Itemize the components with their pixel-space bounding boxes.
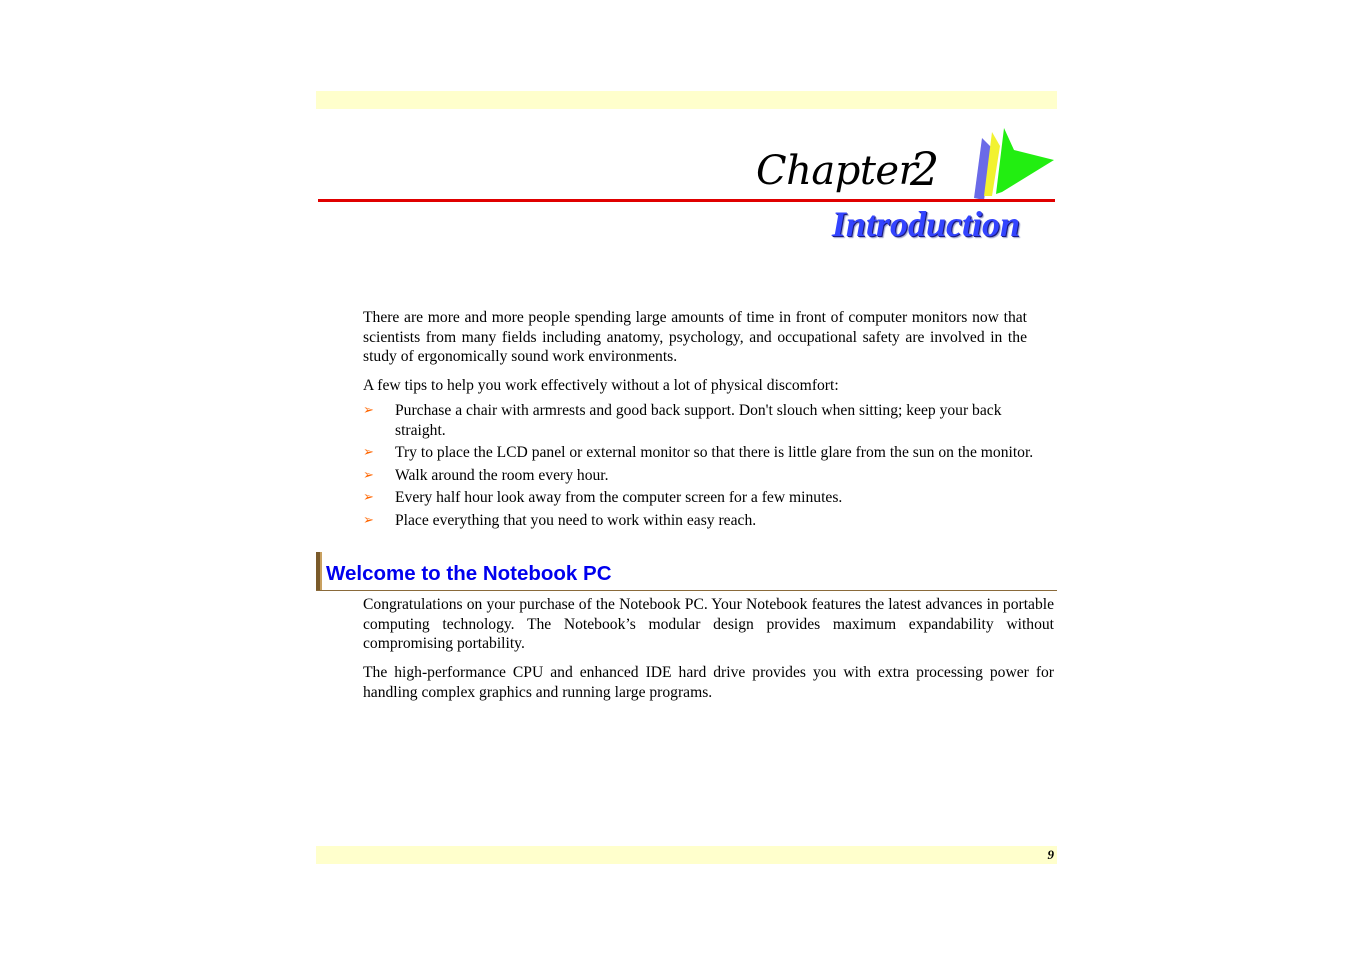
logo-green-sail: [996, 128, 1054, 194]
tip-text: Try to place the LCD panel or external monitor so that there is little glare from the sun on the monitor.: [395, 444, 1034, 461]
chapter-word: Chapter: [756, 148, 918, 194]
tip-text: Place everything that you need to work within easy reach.: [395, 511, 757, 529]
section-marker-bar: [316, 552, 322, 590]
welcome-paragraph: Congratulations on your purchase of the Notebook PC. Your Notebook features the latest advances in portable computing technology. The Notebook’s modular design provides maximum expandability without compromising portability.: [363, 596, 1054, 652]
tip-text: Walk around the room every hour.: [395, 466, 609, 484]
list-item: [363, 443, 1053, 463]
list-item: [363, 401, 1053, 440]
chapter-number: 2: [910, 142, 940, 196]
chapter-title: Introduction: [831, 204, 1020, 244]
chapter-logo-icon: [970, 124, 1056, 202]
performance-paragraph: The high-performance CPU and enhanced IDE hard drive provides you with extra processing power for handling complex graphics and running large programs.: [363, 664, 1054, 701]
section-heading: [316, 552, 1057, 591]
intro-paragraph: There are more and more people spending large amounts of time in front of computer monitors now that scientists from many fields including anatomy, psychology, and occupational safety are involved in the study of ergonomically sound work environments.: [363, 309, 1027, 365]
section-title: Welcome to the Notebook PC: [326, 562, 612, 585]
arrow-bullet-icon: ➢: [363, 467, 374, 483]
list-item: [363, 466, 1053, 486]
tip-text: Every half hour look away from the computer screen for a few minutes.: [395, 489, 843, 506]
chapter-heading: [740, 140, 950, 200]
tips-list: [363, 401, 1053, 533]
arrow-bullet-icon: ➢: [363, 445, 374, 460]
tips-lead-paragraph: A few tips to help you work effectively without a lot of physical discomfort:: [363, 377, 839, 394]
footer-band: [316, 846, 1057, 864]
arrow-bullet-icon: ➢: [363, 512, 374, 528]
list-item: [363, 488, 1053, 508]
arrow-bullet-icon: ➢: [363, 403, 374, 418]
list-item: [363, 511, 1053, 531]
page-number: 9: [1047, 847, 1054, 862]
header-band: [316, 91, 1057, 109]
tip-text: Purchase a chair with armrests and good back support. Don't slouch when sitting; keep your back straight.: [395, 402, 1002, 439]
chapter-logo-graphic: [970, 124, 1056, 202]
arrow-bullet-icon: ➢: [363, 490, 374, 505]
